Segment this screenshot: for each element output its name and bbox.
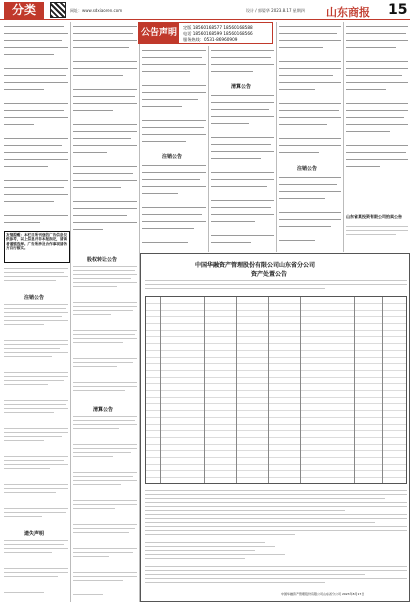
page-number: 15	[388, 2, 408, 18]
website-text: 网址：www.sdxiaoren.com	[70, 8, 123, 13]
col5-notice-title: 注销公告	[297, 166, 318, 172]
column-5-text-block	[279, 24, 341, 252]
ad-banner-tag: 公告声明	[139, 23, 179, 43]
column-divider	[276, 22, 277, 252]
ad-phone-line-2: 电话 18560168599 18560168566	[183, 31, 253, 36]
editor-date-line: 设计 / 郭晏华 2023.8.17 星期四	[246, 8, 305, 13]
column-6-text-block	[346, 24, 408, 252]
column-divider	[208, 46, 209, 252]
col1-bottom-title: 遗失声明	[24, 531, 45, 537]
section-category: 分类	[4, 2, 44, 19]
column-3-text-block	[142, 48, 206, 252]
ad-banner	[138, 22, 273, 44]
column-divider	[343, 22, 344, 252]
column-1-text-block	[4, 24, 68, 224]
asset-notice-subtitle: 资产处置公告	[251, 271, 288, 278]
column-1-lower-text	[4, 266, 68, 602]
asset-notice-footer: 中国华融资产管理股份有限公司山东省分公司 2023年8月17日	[281, 592, 365, 596]
ad-hotline: 服务热线：0531-86960909	[183, 37, 238, 42]
col2-liquidation-title: 清算公告	[93, 407, 114, 413]
col6-auction-title: 山东省某投资有限公司拍卖公告	[346, 214, 402, 219]
col1-notice-title: 注销公告	[24, 295, 45, 301]
newspaper-name: 山东商报	[326, 6, 370, 19]
asset-table	[145, 296, 407, 484]
reader-notice-text: 友情提醒：本栏目所刊登的广告信息仅供参考，以上信息并非本报指定，请读者谨慎选择。广告所涉及合作事项请各方自行核实。	[6, 233, 68, 250]
reader-notice-box	[4, 231, 70, 263]
column-4-text-block	[211, 48, 274, 252]
page-header	[0, 0, 410, 20]
col2-transfer-title: 股权转让公告	[87, 257, 118, 263]
qr-code-icon[interactable]	[50, 2, 66, 18]
col3-notice-title: 注销公告	[162, 154, 183, 160]
column-divider	[70, 22, 71, 602]
asset-disposal-notice	[140, 253, 410, 602]
col4-liquidation-title: 清算公告	[231, 84, 252, 90]
column-2-text-block	[73, 24, 137, 602]
asset-notice-title: 中国华融资产管理股份有限公司山东省分公司	[195, 262, 316, 269]
ad-phone-line-1: 定版 18560168577 18560168588	[183, 25, 253, 30]
